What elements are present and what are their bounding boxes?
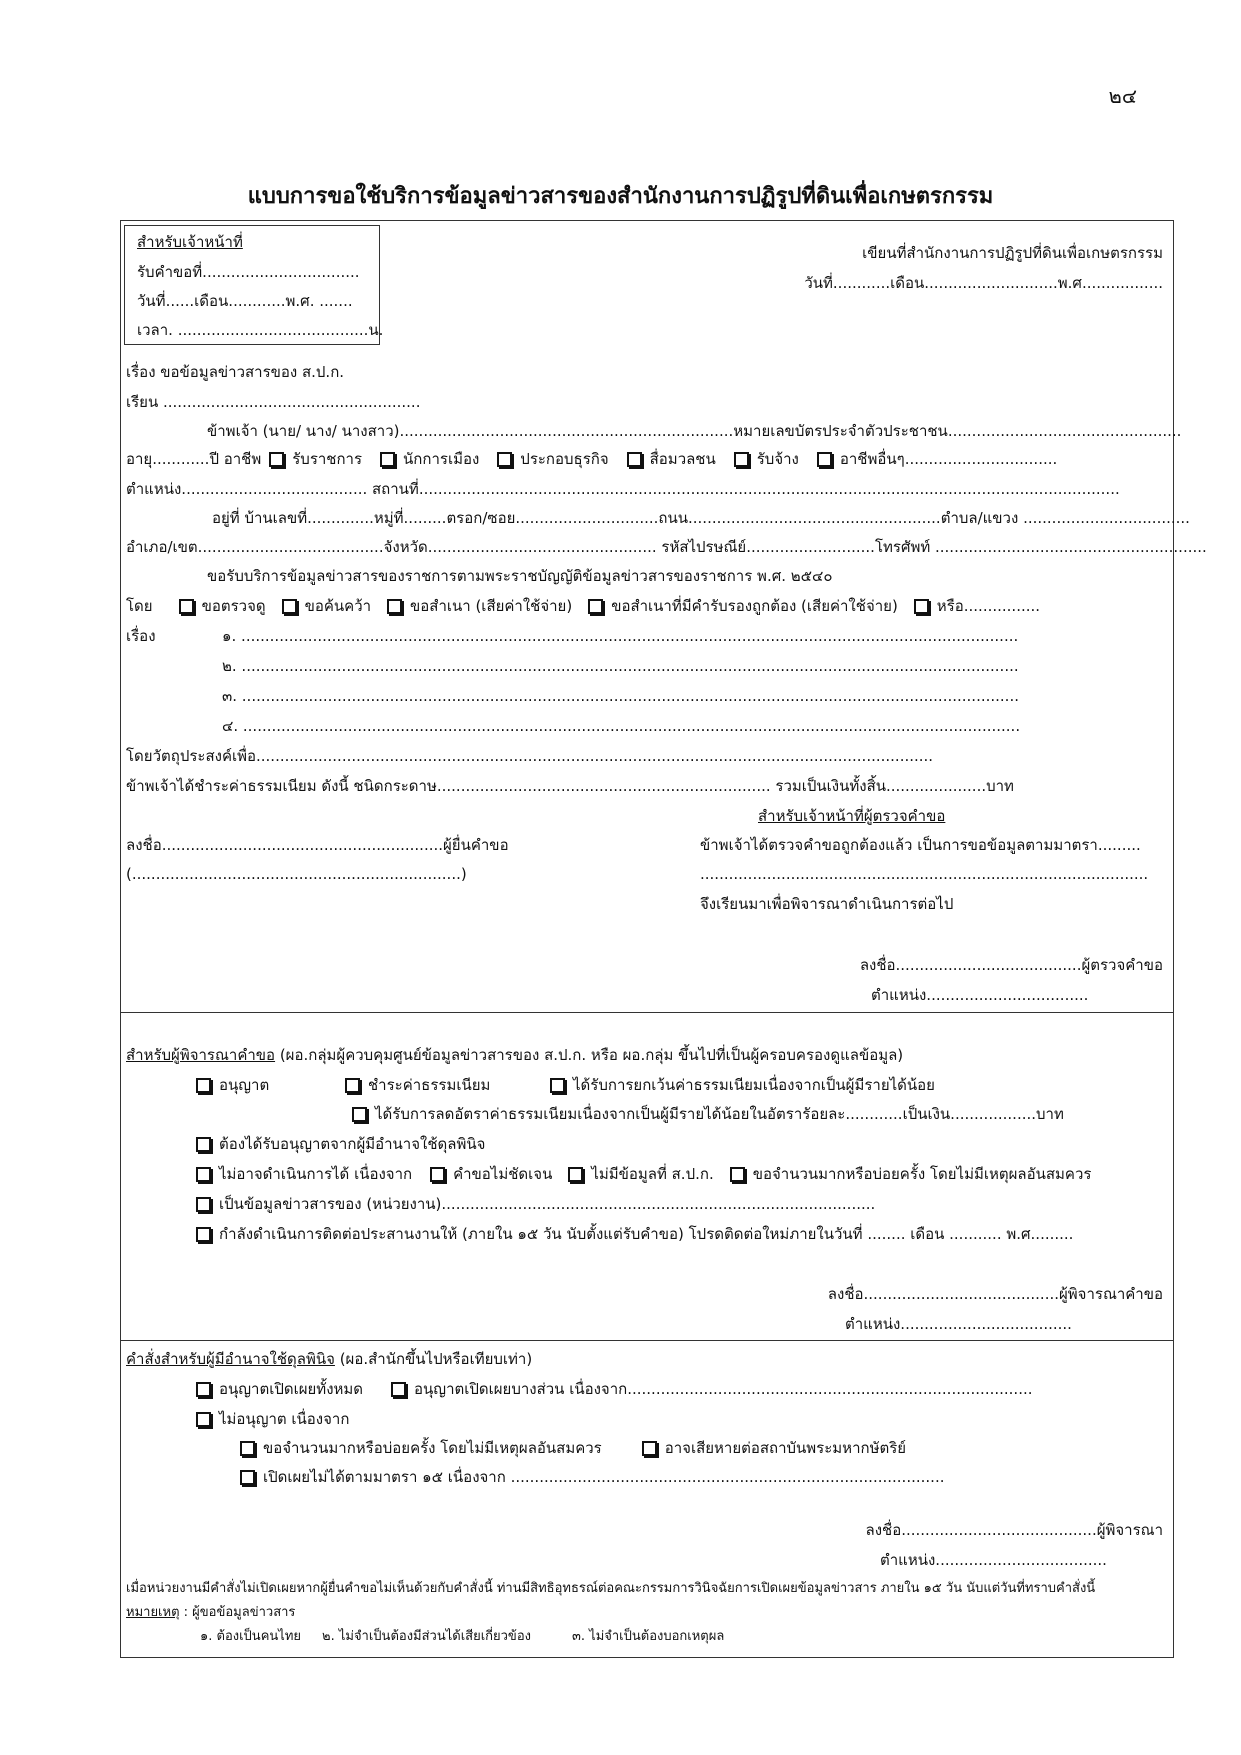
checkbox-media[interactable] (627, 452, 642, 467)
section-divider-2 (120, 1340, 1174, 1341)
label-government: รับราชการ (292, 450, 363, 468)
order-sign: ลงชื่อ.........................................ผู้พิจารณา (865, 1521, 1163, 1539)
reviewer-text-2: .............................................................................................. (700, 865, 1149, 883)
order-heading-note: (ผอ.สำนักขึ้นไปหรือเทียบเท่า) (334, 1350, 533, 1368)
checkbox-deny[interactable] (196, 1412, 211, 1427)
order-heading-line (126, 1349, 532, 1369)
checkbox-coordinating[interactable] (196, 1227, 211, 1242)
considerer-row-1 (192, 1075, 935, 1095)
checkbox-deny-monarchy[interactable] (642, 1441, 657, 1456)
label-need-authority: ต้องได้รับอนุญาตจากผู้มีอำนาจใช้ดุลพินิจ (219, 1135, 486, 1153)
applicant-line: ข้าพเจ้า (นาย/ นาง/ นางสาว)......................................................................หมายเลขบัตรประจำตัวประชาชน................................................. (207, 422, 1182, 440)
considerer-heading-note: (ผอ.กลุ่มผู้ควบคุมศูนย์ข้อมูลข่าวสารของ ส.ป.ก. หรือ ผอ.กลุ่ม ขึ้นไปที่เป็นผู้ครอบครองดูแลข้อมูล) (275, 1046, 904, 1064)
written-at: เขียนที่สำนักงานการปฏิรูปที่ดินเพื่อเกษตรกรรม (862, 244, 1163, 262)
label-fee-exempt: ได้รับการยกเว้นค่าธรรมเนียมเนื่องจากเป็นผู้มีรายได้น้อย (573, 1076, 935, 1094)
label-other-agency: เป็นข้อมูลข่าวสารของ (หน่วยงาน)........................................................................................... (219, 1195, 876, 1213)
remark-2: ๒. ไม่จำเป็นต้องมีส่วนได้เสียเกี่ยวข้อง (322, 1629, 531, 1644)
considerer-sign: ลงชื่อ.........................................ผู้พิจารณาคำขอ (827, 1285, 1163, 1303)
checkbox-employee[interactable] (734, 452, 749, 467)
checkbox-other-occupation[interactable] (817, 452, 832, 467)
age-occupation-row (126, 449, 1057, 469)
remark-1: ๑. ต้องเป็นคนไทย (200, 1629, 302, 1644)
checkbox-deny-sec15[interactable] (240, 1470, 255, 1485)
checkbox-permit[interactable] (196, 1078, 211, 1093)
label-disclose-full: อนุญาตเปิดเผยทั้งหมด (219, 1380, 364, 1398)
label-business: ประกอบธุรกิจ (520, 450, 609, 468)
staff-heading: สำหรับเจ้าหน้าที่ (137, 233, 243, 251)
applicant-sign: ลงชื่อ...........................................................ผู้ยื่นคำขอ (126, 836, 509, 854)
checkbox-government[interactable] (269, 452, 284, 467)
checkbox-deny-too-many[interactable] (240, 1441, 255, 1456)
applicant-name: (.....................................................................) (126, 865, 467, 883)
checkbox-other-agency[interactable] (196, 1197, 211, 1212)
topic-2: ๒. ................................................................................................................................................................... (222, 657, 1019, 675)
checkbox-unclear[interactable] (430, 1167, 445, 1182)
label-pay-fee: ชำระค่าธรรมเนียม (368, 1076, 491, 1094)
label-cannot-proceed: ไม่อาจดำเนินการได้ เนื่องจาก (219, 1165, 413, 1183)
label-research: ขอค้นคว้า (304, 597, 372, 615)
order-row-3 (236, 1438, 906, 1458)
considerer-heading: สำหรับผู้พิจารณาคำขอ (126, 1046, 276, 1064)
appeal-note: เมื่อหน่วยงานมีคำสั่งไม่เปิดเผยหากผู้ยื่นคำขอไม่เห็นด้วยกับคำสั่งนี้ ท่านมีสิทธิอุทธรณ์ต่อคณะกรรมการวินิจฉัยการเปิดเผยข้อมูลข่าวสาร ภายใน ๑๕ วัน นับแต่วันที่ทราบคำสั่งนี้ (126, 1581, 1096, 1596)
order-heading: คำสั่งสำหรับผู้มีอำนาจใช้ดุลพินิจ (126, 1350, 335, 1368)
form-title: แบบการขอใช้บริการข้อมูลข่าวสารของสำนักงานการปฏิรูปที่ดินเพื่อเกษตรกรรม (247, 184, 994, 209)
address-line-2: อำเภอ/เขต.......................................จังหวัด................................................ รหัสไปรษณีย์...........................โทรศัพท์ ......................................................... (126, 538, 1207, 556)
order-row-2 (192, 1409, 349, 1429)
topic-label: เรื่อง (126, 627, 156, 645)
checkbox-no-data[interactable] (568, 1167, 583, 1182)
staff-time: เวลา. ........................................น. (137, 321, 384, 339)
checkbox-fee-reduced[interactable] (352, 1107, 367, 1122)
by-label: โดย (126, 597, 153, 615)
label-media: สื่อมวลชน (649, 450, 716, 468)
checkbox-other-request[interactable] (914, 599, 929, 614)
label-inspect: ขอตรวจดู (201, 597, 266, 615)
label-certified-copy: ขอสำเนาที่มีคำรับรองถูกต้อง (เสียค่าใช้จ่าย) (611, 597, 898, 615)
considerer-row-4 (192, 1164, 1091, 1184)
section-divider-1 (120, 1012, 1174, 1013)
reviewer-position: ตำแหน่ง.................................. (871, 986, 1089, 1004)
reviewer-heading: สำหรับเจ้าหน้าที่ผู้ตรวจคำขอ (758, 807, 946, 825)
label-deny-too-many: ขอจำนวนมากหรือบ่อยครั้ง โดยไม่มีเหตุผลอันสมควร (263, 1439, 602, 1457)
staff-date: วันที่......เดือน............พ.ศ. ....... (137, 292, 353, 310)
label-disclose-partial: อนุญาตเปิดเผยบางส่วน เนื่องจาก..................................................................................... (414, 1380, 1033, 1398)
position-line: ตำแหน่ง....................................... สถานที่................................................................................................................................................... (126, 480, 1120, 498)
label-unclear: คำขอไม่ชัดเจน (453, 1165, 553, 1183)
subject: เรื่อง ขอข้อมูลข่าวสารของ ส.ป.ก. (126, 363, 345, 381)
label-deny-sec15: เปิดเผยไม่ได้ตามมาตรา ๑๕ เนื่องจาก ........................................................................................... (263, 1468, 945, 1486)
topic-3: ๓. ................................................................................................................................................................... (222, 687, 1019, 705)
checkbox-certified-copy[interactable] (588, 599, 603, 614)
label-fee-reduced: ได้รับการลดอัตราค่าธรรมเนียมเนื่องจากเป็นผู้มีรายได้น้อยในอัตรารัอยละ............เป็นเงิน..................บาท (375, 1105, 1064, 1123)
checkbox-politician[interactable] (380, 452, 395, 467)
checkbox-inspect[interactable] (179, 599, 194, 614)
remark-line (126, 1604, 295, 1622)
considerer-row-5 (192, 1194, 875, 1214)
checkbox-cannot-proceed[interactable] (196, 1167, 211, 1182)
staff-request-no: รับคำขอที่................................. (137, 263, 360, 281)
considerer-position: ตำแหน่ง.................................... (845, 1315, 1072, 1333)
label-other-occupation: อาชีพอื่นๆ................................ (839, 450, 1058, 468)
remark-3: ๓. ไม่จำเป็นต้องบอกเหตุผล (572, 1629, 725, 1644)
reviewer-text-1: ข้าพเจ้าได้ตรวจคำขอถูกต้องแล้ว เป็นการขอข้อมูลตามมาตรา......... (700, 836, 1141, 854)
label-too-many: ขอจำนวนมากหรือบ่อยครั้ง โดยไม่มีเหตุผลอันสมควร (752, 1165, 1092, 1183)
page-number: ๒๔ (1108, 84, 1137, 108)
label-employee: รับจ้าง (756, 450, 799, 468)
considerer-row-3 (192, 1134, 485, 1154)
label-deny-monarchy: อาจเสียหายต่อสถาบันพระมหากษัตริย์ (664, 1439, 907, 1457)
order-row-1 (192, 1379, 1033, 1399)
written-date: วันที่............เดือน............................พ.ศ................. (804, 274, 1163, 292)
checkbox-need-authority[interactable] (196, 1137, 211, 1152)
order-row-4 (236, 1467, 944, 1487)
considerer-row-2 (348, 1104, 1064, 1124)
remark-text: : ผู้ขอข้อมูลข่าวสาร (179, 1605, 296, 1620)
order-position: ตำแหน่ง.................................... (880, 1551, 1107, 1569)
reviewer-text-3: จึงเรียนมาเพื่อพิจารณาดำเนินการต่อไป (700, 895, 954, 913)
label-deny: ไม่อนุญาต เนื่องจาก (219, 1410, 350, 1428)
checkbox-fee-exempt[interactable] (550, 1078, 565, 1093)
fee-line: ข้าพเจ้าได้ชำระค่าธรรมเนียม ดังนี้ ชนิดกระดาษ...................................................................... รวมเป็นเงินทั้งสิ้น.....................บาท (126, 777, 1014, 795)
checkbox-disclose-partial[interactable] (391, 1382, 406, 1397)
checkbox-pay-fee[interactable] (345, 1078, 360, 1093)
considerer-row-6 (192, 1224, 1073, 1244)
salutation: เรียน ...................................................... (126, 393, 421, 411)
label-politician: นักการเมือง (403, 450, 480, 468)
considerer-heading-line (126, 1045, 903, 1065)
checkbox-copy[interactable] (387, 599, 402, 614)
checkbox-disclose-full[interactable] (196, 1382, 211, 1397)
topic-1: ๑. ................................................................................................................................................................... (222, 627, 1019, 645)
label-no-data: ไม่มีข้อมูลที่ ส.ป.ก. (591, 1165, 714, 1183)
reviewer-sign: ลงชื่อ.......................................ผู้ตรวจคำขอ (859, 956, 1163, 974)
label-permit: อนุญาต (219, 1076, 270, 1094)
purpose-line: โดยวัตถุประสงค์เพื่อ.............................................................................................................................................. (126, 747, 934, 765)
label-coordinating: กำลังดำเนินการติดต่อประสานงานให้ (ภายใน ๑๕ วัน นับตั้งแต่รับคำขอ) โปรดติดต่อใหม่ภายในวันที่ ........ เดือน ........... พ.ศ......... (219, 1225, 1074, 1243)
label-other-request: หรือ................ (936, 597, 1041, 615)
age-occupation-label: อายุ............ปี อาชีพ (126, 450, 262, 468)
label-copy: ขอสำเนา (เสียค่าใช้จ่าย) (410, 597, 573, 615)
checkbox-research[interactable] (282, 599, 297, 614)
topic-4: ๔. ................................................................................................................................................................... (222, 717, 1021, 735)
checkbox-too-many[interactable] (730, 1167, 745, 1182)
checkbox-business[interactable] (497, 452, 512, 467)
remark-label: หมายเหตุ (126, 1605, 180, 1620)
address-line-1: อยู่ที่ บ้านเลขที่..............หมู่ที่.........ตรอก/ซอย..............................ถนน.....................................................ตำบล/แขวง ................................... (212, 509, 1190, 527)
request-type-row (126, 596, 1040, 616)
service-line: ขอรับบริการข้อมูลข่าวสารของราชการตามพระราชบัญญัติข้อมูลข่าวสารของราชการ พ.ศ. ๒๕๔๐ (207, 567, 833, 585)
